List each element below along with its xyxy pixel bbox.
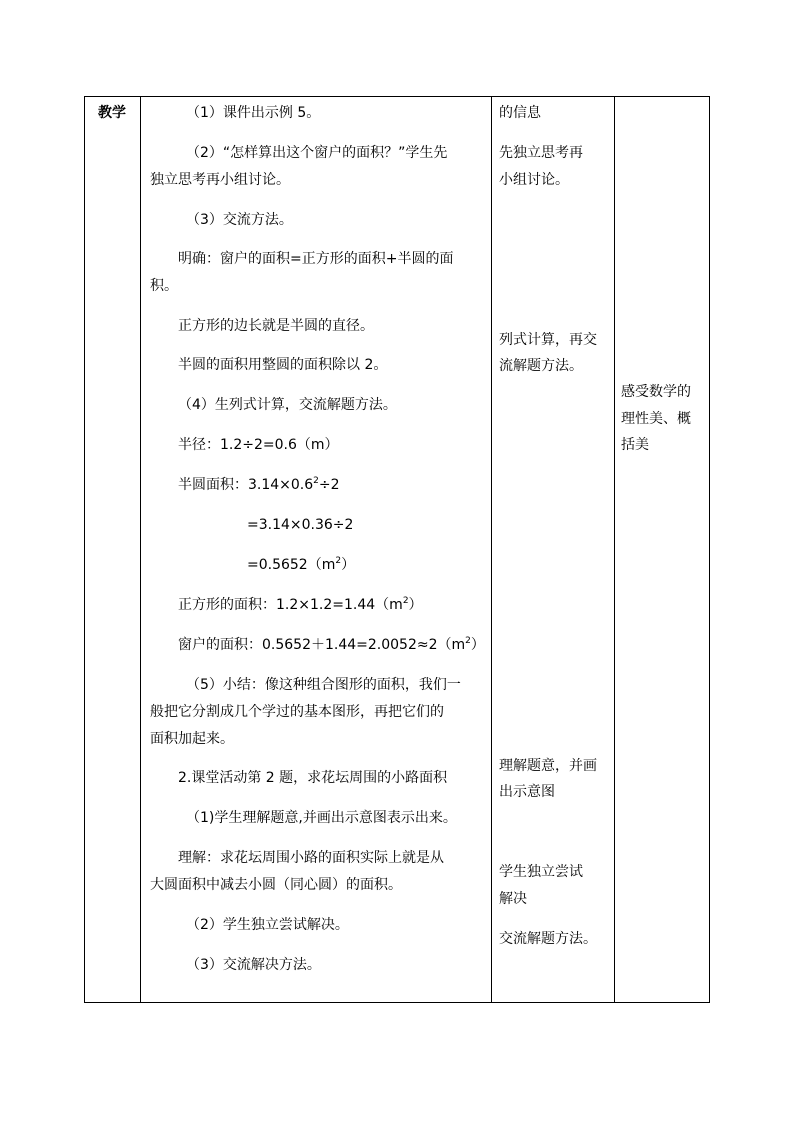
- formula-part: 窗户的面积：0.5652＋1.44=2.0052≈2（m: [178, 637, 466, 653]
- superscript: 2: [313, 476, 319, 486]
- column-divider-2: [491, 96, 492, 1003]
- superscript: 2: [402, 596, 409, 606]
- text-line: 流解题方法。: [499, 358, 583, 374]
- formula-line: [178, 635, 485, 655]
- superscript: 2: [335, 556, 342, 566]
- superscript: 2: [465, 636, 471, 646]
- text-line: （2）学生独立尝试解决。: [186, 917, 349, 933]
- formula-line: [178, 475, 340, 495]
- text-line: 般把它分割成几个学过的基本图形，再把它们的: [150, 704, 444, 720]
- formula-part: 半圆面积：3.14×0.6: [178, 477, 314, 493]
- text-line: 感受数学的: [621, 384, 691, 400]
- text-line: （5）小结：像这种组合图形的面积，我们一: [186, 677, 461, 693]
- text-line: 小组讨论。: [499, 172, 569, 188]
- text-line: 半径：1.2÷2=0.6（m）: [178, 437, 339, 453]
- formula-line: [247, 555, 355, 575]
- formula-part: 正方形的面积：1.2×1.2=1.44（m: [178, 597, 403, 613]
- text-line: 先独立思考再: [499, 145, 583, 161]
- formula-part: ）: [408, 597, 423, 613]
- text-line: 半圆的面积用整圆的面积除以 2。: [178, 357, 388, 373]
- column-divider-1: [140, 96, 141, 1003]
- formula-part: ）: [470, 637, 485, 653]
- formula-part: =0.5652（m: [247, 557, 336, 573]
- text-line: 括美: [621, 437, 649, 453]
- text-line: （1)学生理解题意,并画出示意图表示出来。: [186, 810, 457, 826]
- formula-part: ）: [341, 557, 356, 573]
- text-line: 出示意图: [499, 784, 555, 800]
- text-line: 的信息: [499, 105, 541, 121]
- text-line: 明确：窗户的面积=正方形的面积+半圆的面: [178, 251, 454, 267]
- column-divider-3: [614, 96, 615, 1003]
- text-line: 学生独立尝试: [499, 864, 583, 880]
- text-line: 2.课堂活动第 2 题，求花坛周围的小路面积: [178, 770, 448, 786]
- text-line: 交流解题方法。: [499, 931, 597, 947]
- text-line: 正方形的边长就是半圆的直径。: [178, 318, 374, 334]
- text-line: 理解：求花坛周围小路的面积实际上就是从: [178, 850, 444, 866]
- text-line: 理解题意，并画: [499, 758, 597, 774]
- formula-part: ÷2: [318, 477, 340, 493]
- text-line: （3）交流方法。: [186, 212, 293, 228]
- formula-line: =3.14×0.36÷2: [247, 517, 354, 533]
- text-line: 积。: [150, 278, 178, 294]
- section-label: 教学: [98, 105, 126, 121]
- text-line: （3）交流解决方法。: [186, 957, 321, 973]
- text-line: 独立思考再小组讨论。: [150, 172, 290, 188]
- text-line: （4）生列式计算，交流解题方法。: [178, 397, 397, 413]
- text-line: （1）课件出示例 5。: [186, 105, 321, 121]
- text-line: 列式计算，再交: [499, 332, 597, 348]
- text-line: 理性美、概: [621, 411, 691, 427]
- formula-line: [178, 595, 423, 615]
- text-line: 大圆面积中减去小圆（同心圆）的面积。: [150, 877, 402, 893]
- text-line: 面积加起来。: [150, 731, 234, 747]
- text-line: （2）“怎样算出这个窗户的面积？”学生先: [186, 145, 448, 161]
- text-line: 解决: [499, 891, 527, 907]
